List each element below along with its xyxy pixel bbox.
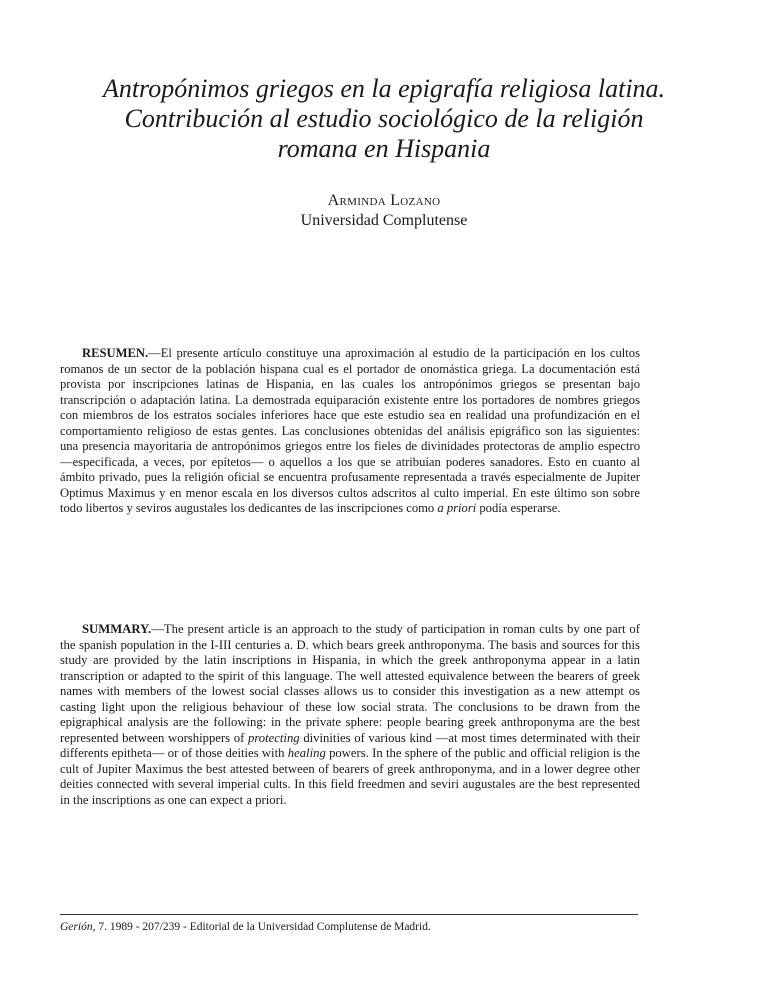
resumen-text: —El presente artículo constituye una aproximación al estudio de la participación en los cultos romanos de un sector de la población hispana cual es el portador de onomástica griega. La documentación está provista por inscripciones latinas de Hispania, en las cuales los antropónimos griegos se presentan bajo transcripción o adaptación latina. La demostrada equiparación existente entre los portadores de nombres griegos con miembros de los estratos sociales inferiores hace que este estudio sea en realidad una profundización en el comportamiento religioso de estas gentes. Las conclusiones obtenidas del análisis epigráfico son las siguientes: una presencia mayoritaria de antropónimos griegos entre los fieles de divinidades protectoras de amplio espectro —especificada, a veces, por epítetos— o aquellos a los que se atribuían poderes sanadores. Esto en cuanto al ámbito privado, pues la religión oficial se encuentra profusamente representada a través especialmente de Jupiter Optimus Maximus y en menor escala en los diversos cultos adscritos al culto imperial. En este último son sobre todo libertos y seviros augustales los dedicantes de las inscripciones como [60,346,640,516]
abstract-english-paragraph [60,622,640,809]
resumen-text-end: podía esperarse. [476,501,561,516]
journal-name: Gerión, [60,921,96,933]
title-line: Antropónimos griegos en la epigrafía religiosa latina. [102,74,666,103]
summary-heading: SUMMARY. [82,622,152,636]
abstract-spanish-paragraph [60,346,640,517]
resumen-emphasis: a priori [437,501,477,516]
author-affiliation: Universidad Complutense [300,212,468,229]
footer-citation [60,920,660,934]
citation-text: 7. 1989 - 207/239 - Editorial de la Universidad Complutense de Madrid. [95,921,431,933]
abstract-english [60,622,640,809]
summary-text: powers. In the sphere of the public and official religion is the cult of Jupiter Maximus the best attested between of bearers of greek anthroponyma, and in a lower degree other deities connected with several imperial cults. In this field freedmen and seviri augustales are the best represented in the inscriptions as one can expect a priori. [60,746,640,808]
title-line: Contribución al estudio sociológico de la religión [124,104,644,133]
summary-emphasis: healing [287,746,326,761]
abstract-spanish [60,346,640,517]
footer-divider [60,914,638,915]
summary-emphasis: protecting [247,730,300,745]
summary-text: divinities of various kind —at most times determinated with their differents epitheta— or of those deities with [60,730,640,761]
paper-title [40,74,728,164]
title-line: romana en Hispania [277,134,491,163]
author-name: Arminda Lozano [327,192,441,209]
summary-text: —The present article is an approach to the study of participation in roman cults by one part of the spanish population in the I-III centuries a. D. which bears greek anthroponyma. The basis and sources for this study are provided by the latin inscriptions in Hispania, in which the greek anthroponyma appear in a latin transcription or adapted to the spirit of this language. The well attested equivalence between the bearers of greek names with members of the lowest social classes allows us to consider this investigation as a new attempt os casting light upon the religious behaviour of these low social strata. The conclusions to be drawn from the epigraphical analysis are the following: in the private sphere: people bearing greek anthroponyma are the best represented between worshippers of [60,622,640,745]
resumen-heading: RESUMEN. [82,346,149,360]
